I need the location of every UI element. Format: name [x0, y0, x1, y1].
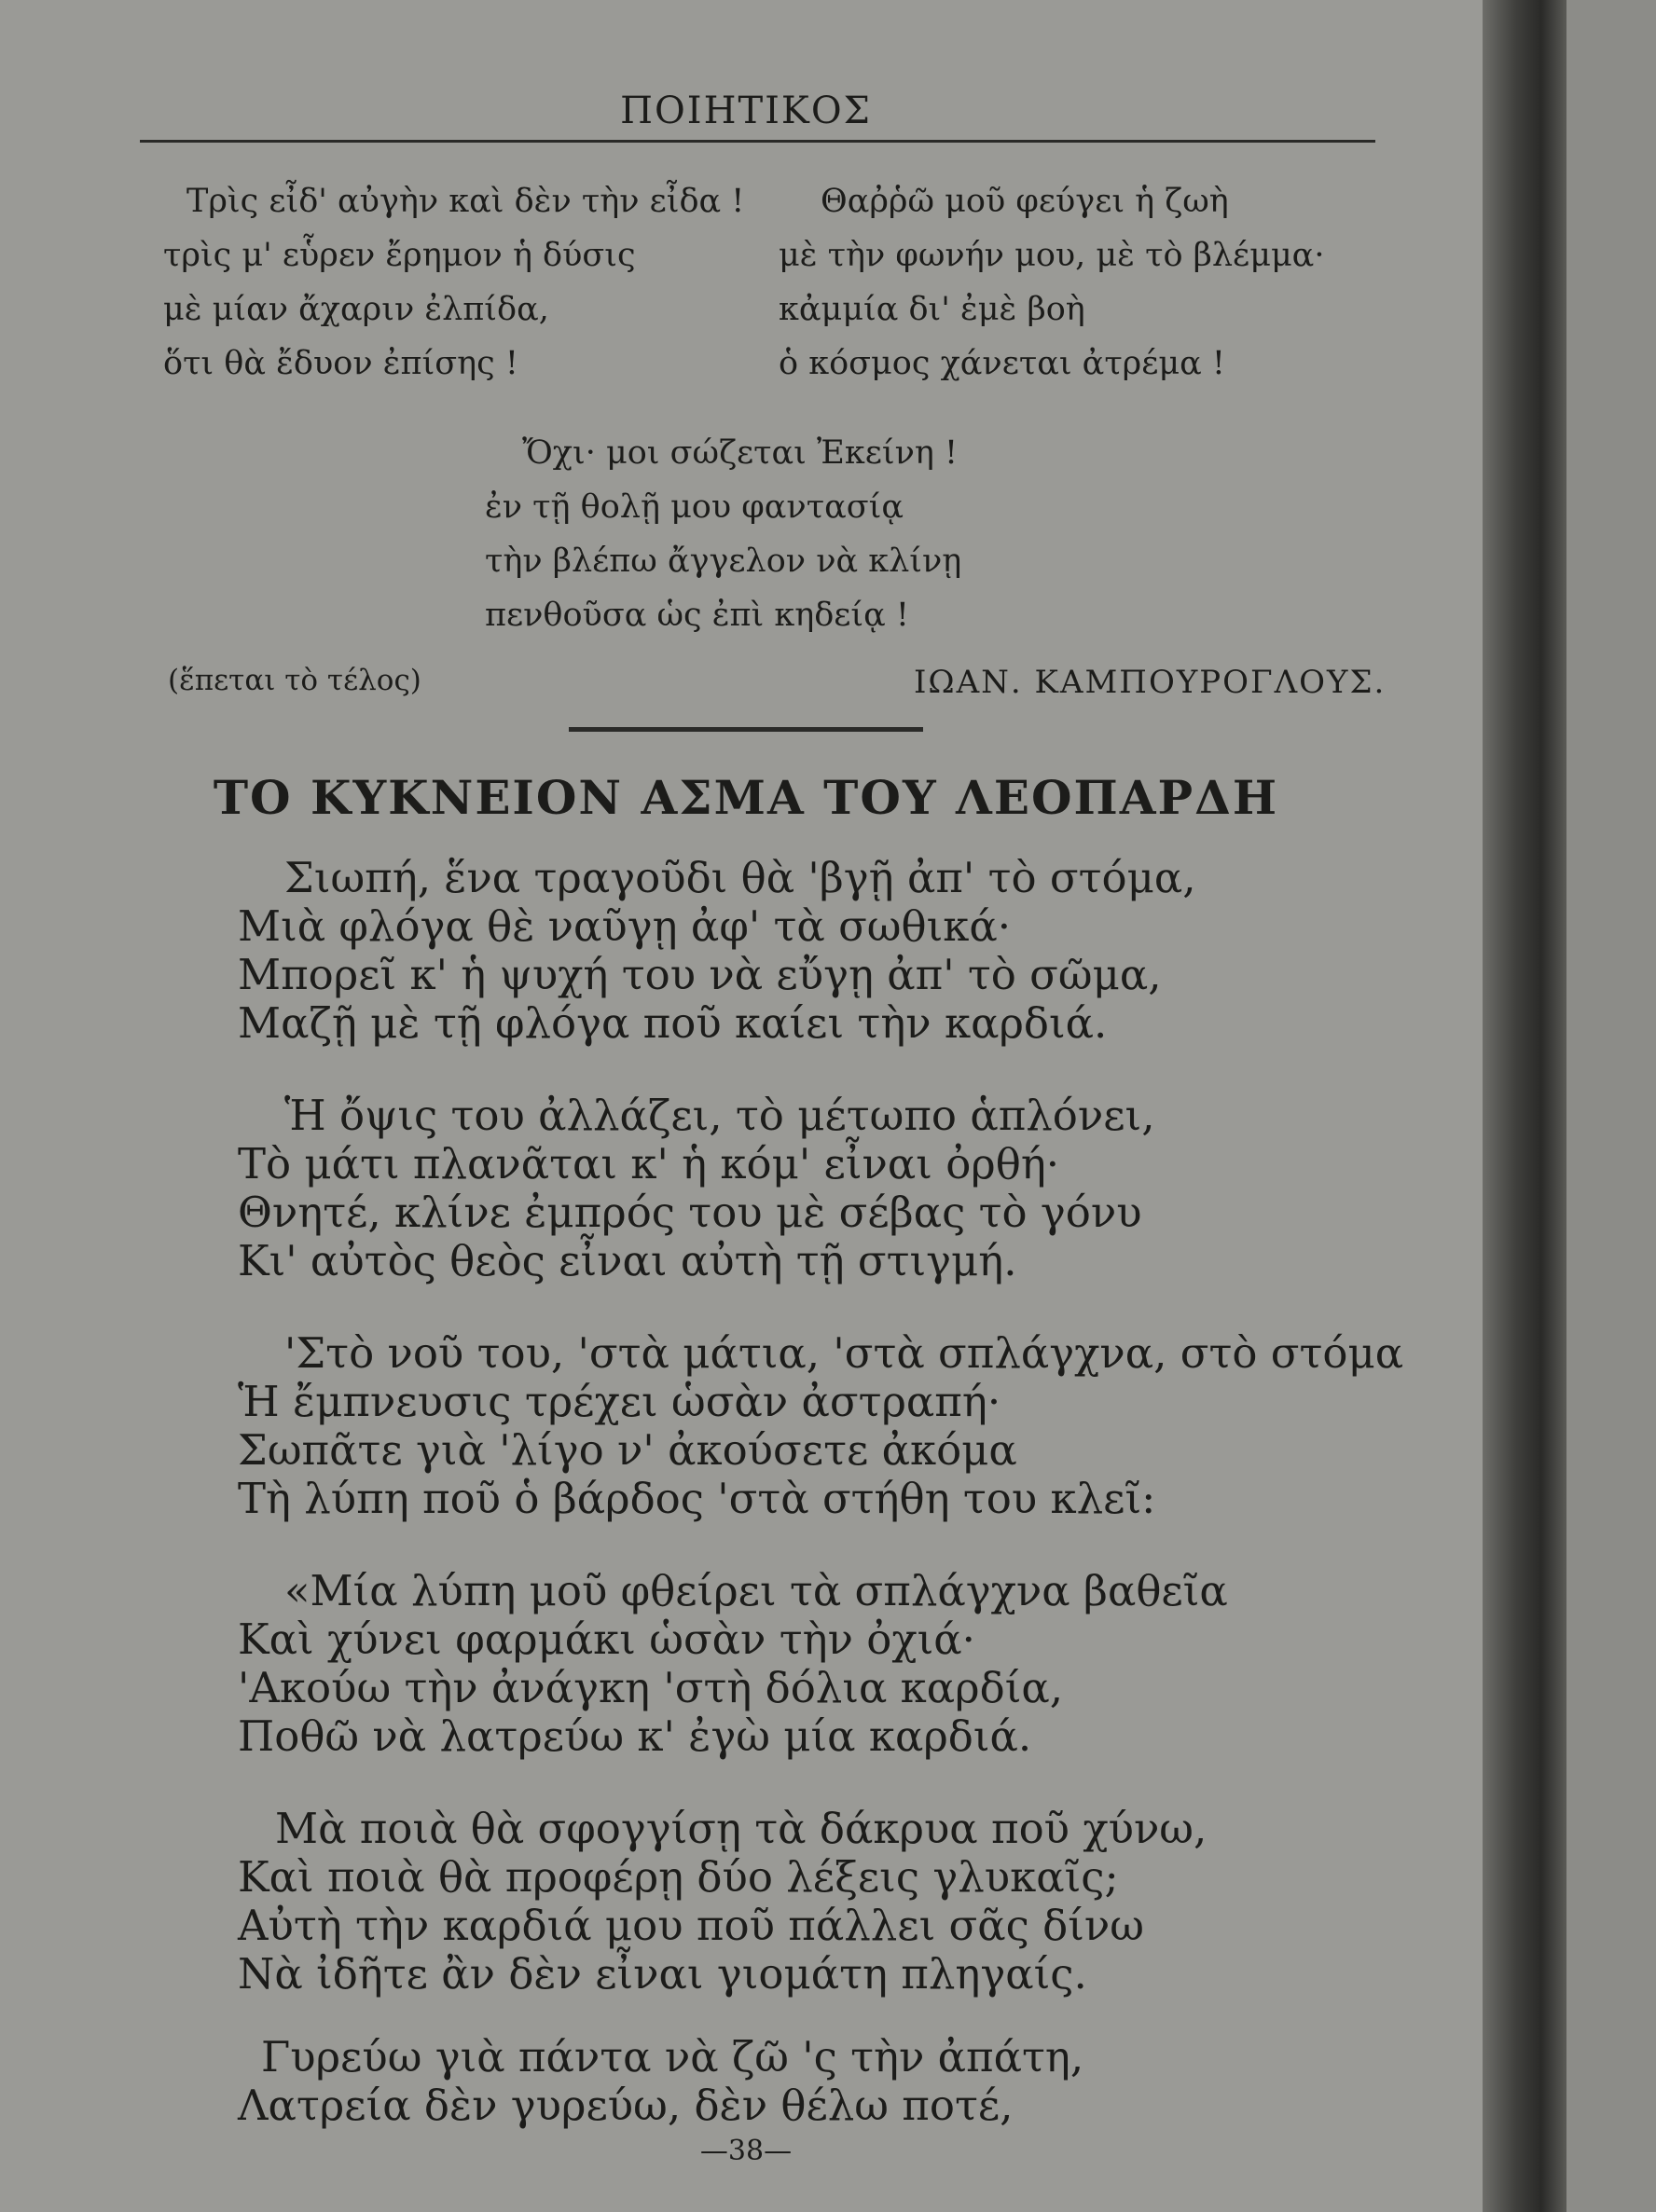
book-gutter	[1483, 0, 1566, 2212]
poem-title: ΤΟ ΚΥΚΝΕΙΟΝ ΑΣΜΑ ΤΟΥ ΛΕΟΠΑΡΔΗ	[213, 770, 1279, 825]
poem-line: Ποθῶ νὰ λατρεύω κ' ἐγὼ μία καρδιά.	[238, 1711, 1032, 1761]
running-head: ΠΟΙΗΤΙΚΟΣ	[620, 89, 872, 132]
stanza-line: πενθοῦσα ὡς ἐπὶ κηδείᾳ !	[485, 597, 909, 634]
poem-line: «Μία λύπη μοῦ φθείρει τὰ σπλάγχνα βαθεῖα	[284, 1566, 1228, 1615]
stanza-line: ἐν τῇ θολῇ μου φαντασίᾳ	[485, 488, 904, 526]
poem-line: Μὰ ποιὰ θὰ σφογγίσῃ τὰ δάκρυα ποῦ χύνω,	[275, 1804, 1208, 1853]
stanza-line: ὅτι θὰ ἔδυον ἐπίσης !	[163, 345, 518, 382]
poem-line: Μαζῇ μὲ τῇ φλόγα ποῦ καίει τὴν καρδιά.	[238, 998, 1108, 1048]
poem-line: Νὰ ἰδῆτε ἂν δὲν εἶναι γιομάτη πληγαίς.	[238, 1949, 1087, 1999]
stanza-line: Θαῤῥῶ μοῦ φεύγει ἡ ζωὴ	[821, 183, 1229, 220]
poem-line: Λατρεία δὲν γυρεύω, δὲν θέλω ποτέ,	[238, 2081, 1014, 2130]
stanza-line: μὲ μίαν ἄχαριν ἐλπίδα,	[163, 291, 549, 328]
stanza-line: ὁ κόσμος χάνεται ἀτρέμα !	[779, 345, 1225, 382]
poem-line: Κι' αὐτὸς θεὸς εἶναι αὐτὴ τῇ στιγμή.	[238, 1236, 1017, 1285]
stanza-line: τὴν βλέπω ἄγγελον νὰ κλίνῃ	[485, 543, 962, 580]
poem-line: 'Ακούω τὴν ἀνάγκη 'στὴ δόλια καρδία,	[238, 1663, 1064, 1712]
stanza-line: Τρὶς εἶδ' αὐγὴν καὶ δὲν τὴν εἶδα !	[186, 183, 745, 220]
poem-line: Θνητέ, κλίνε ἐμπρός του μὲ σέβας τὸ γόνυ	[238, 1188, 1142, 1237]
poem-line: Αὐτὴ τὴν καρδιά μου ποῦ πάλλει σᾶς δίνω	[238, 1901, 1144, 1950]
facing-page-edge	[1566, 0, 1656, 2212]
poem-line: Γυρεύω γιὰ πάντα νὰ ζῶ 'ς τὴν ἀπάτη,	[261, 2032, 1084, 2081]
poem-line: Μπορεῖ κ' ἡ ψυχή του νὰ εὔγῃ ἀπ' τὸ σῶμα,	[238, 950, 1162, 999]
poem-line: Καὶ ποιὰ θὰ προφέρῃ δύο λέξεις γλυκαῖς;	[238, 1852, 1119, 1902]
poem-line: Ἡ ὄψις του ἀλλάζει, τὸ μέτωπο ἁπλόνει,	[284, 1091, 1155, 1140]
stanza-line: κἀμμία δι' ἐμὲ βοὴ	[779, 291, 1085, 328]
poem-line: Καὶ χύνει φαρμάκι ὡσὰν τὴν ὀχιά·	[238, 1614, 975, 1664]
poem-line: Σιωπή, ἕνα τραγοῦδι θὰ 'βγῇ ἀπ' τὸ στόμα,	[284, 853, 1196, 902]
stanza-line: τρὶς μ' εὗρεν ἔρημον ἡ δύσις	[163, 237, 636, 274]
stanza-line: Ὄχι· μοι σώζεται Ἐκείνη !	[522, 434, 959, 472]
section-divider	[569, 727, 923, 732]
poem-line: Μιὰ φλόγα θὲ ναῦγῃ ἀφ' τὰ σωθικά·	[238, 901, 1012, 951]
page-number: —38—	[699, 2135, 793, 2167]
poem-line: Τὴ λύπη ποῦ ὁ βάρδος 'στὰ στήθη του κλεῖ:	[238, 1474, 1156, 1523]
poem-line: Σωπᾶτε γιὰ 'λίγο ν' ἀκούσετε ἀκόμα	[238, 1425, 1017, 1475]
author-signature: ΙΩΑΝ. ΚΑΜΠΟΥΡΟΓΛΟΥΣ.	[914, 664, 1387, 701]
poem-line: 'Στὸ νοῦ του, 'στὰ μάτια, 'στὰ σπλάγχνα, στὸ στόμα	[284, 1328, 1404, 1378]
poem-line: Τὸ μάτι πλανᾶται κ' ἡ κόμ' εἶναι ὀρθή·	[238, 1139, 1060, 1188]
continued-note: (ἕπεται τὸ τέλος)	[168, 664, 421, 697]
poem-line: Ἡ ἔμπνευσις τρέχει ὡσὰν ἀστραπή·	[238, 1377, 1001, 1426]
header-rule	[140, 140, 1375, 143]
stanza-line: μὲ τὴν φωνήν μου, μὲ τὸ βλέμμα·	[779, 237, 1325, 274]
